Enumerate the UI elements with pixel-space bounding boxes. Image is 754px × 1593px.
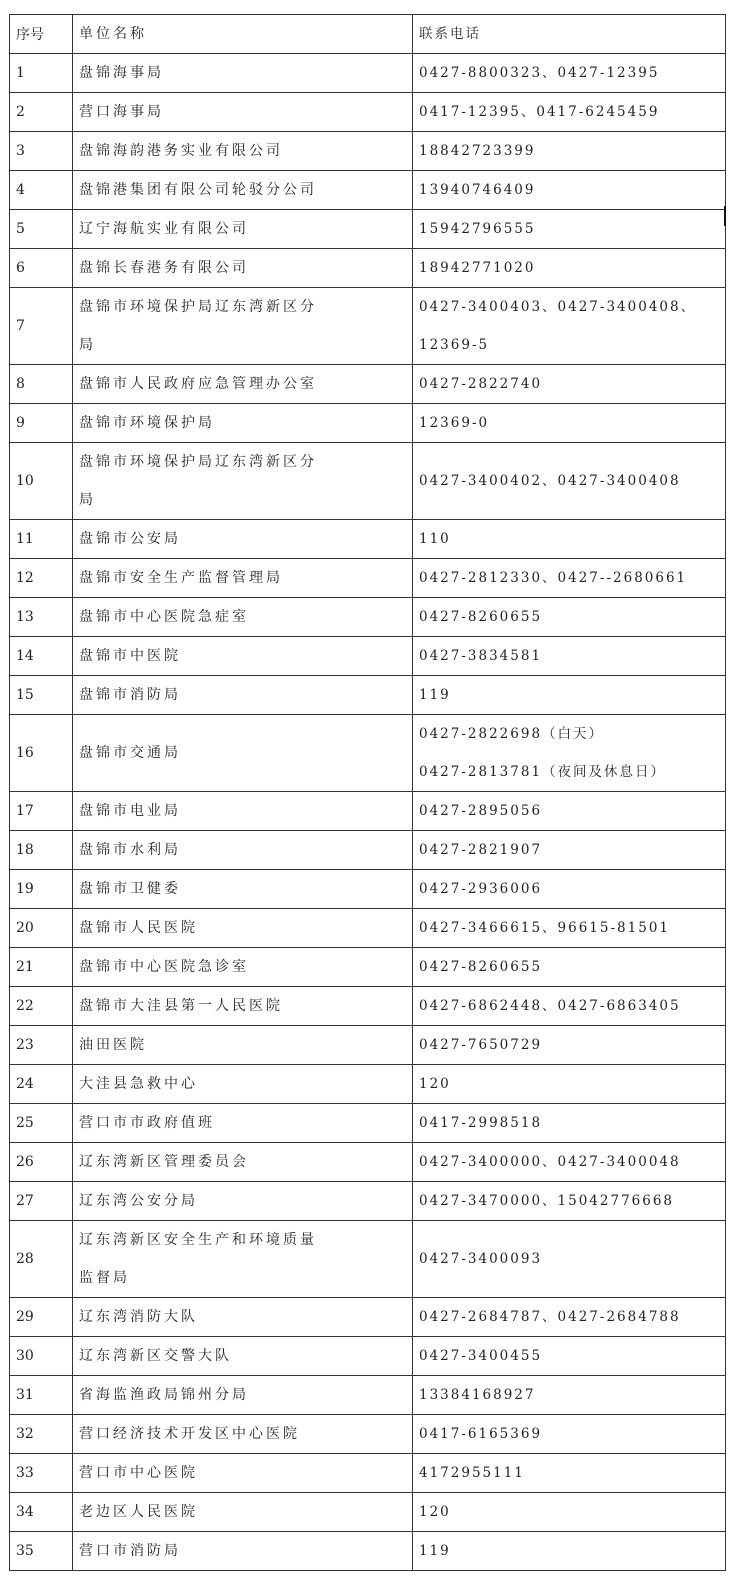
- unit-name-line: 老边区人民医院: [79, 1504, 198, 1520]
- phone-line: 0427-3400093: [419, 1251, 543, 1267]
- table-row: [10, 1337, 726, 1376]
- table-row: [10, 1493, 726, 1532]
- unit-name-cell: [73, 987, 413, 1026]
- phone-line: 0427-8260655: [419, 959, 543, 975]
- table-row: [10, 443, 726, 520]
- row-number: 5: [10, 210, 73, 249]
- phone-line: 13940746409: [419, 182, 536, 198]
- phone-line: 120: [419, 1076, 451, 1092]
- phone-cell: [413, 637, 726, 676]
- row-number: 8: [10, 365, 73, 404]
- row-number: 19: [10, 870, 73, 909]
- phone-cell: [413, 792, 726, 831]
- phone-cell: [413, 443, 726, 520]
- row-number: 28: [10, 1221, 73, 1298]
- row-number: 25: [10, 1104, 73, 1143]
- unit-name-cell: [73, 1104, 413, 1143]
- phone-cell: [413, 1143, 726, 1182]
- phone-cell: [413, 210, 726, 249]
- phone-line: 0427-3466615、96615-81501: [419, 920, 670, 936]
- unit-name-line: 盘锦市中心医院急症室: [79, 609, 249, 625]
- phone-cell: [413, 132, 726, 171]
- unit-name-line: 盘锦海事局: [79, 65, 164, 81]
- phone-line: 0417-12395、0417-6245459: [419, 104, 660, 120]
- row-number: 24: [10, 1065, 73, 1104]
- row-number: 11: [10, 520, 73, 559]
- table-row: [10, 1298, 726, 1337]
- unit-name-line: 辽东湾新区管理委员会: [79, 1154, 249, 1170]
- unit-name-line: 盘锦市交通局: [79, 745, 181, 761]
- row-number: 6: [10, 249, 73, 288]
- table-row: [10, 1143, 726, 1182]
- row-number: 12: [10, 559, 73, 598]
- table-row: [10, 365, 726, 404]
- unit-name-line: 监督局: [79, 1270, 130, 1286]
- contact-table-sheet: [9, 14, 726, 1571]
- unit-name-line: 营口市市政府值班: [79, 1115, 215, 1131]
- phone-cell: [413, 1182, 726, 1221]
- unit-name-cell: [73, 909, 413, 948]
- unit-name-cell: [73, 1376, 413, 1415]
- contact-table: [9, 14, 726, 1571]
- table-row: [10, 715, 726, 792]
- unit-name-cell: [73, 948, 413, 987]
- table-row: [10, 792, 726, 831]
- unit-name-line: 盘锦市环境保护局辽东湾新区分: [79, 454, 317, 470]
- phone-line: 0427-2813781（夜间及休息日）: [419, 764, 667, 780]
- unit-name-cell: [73, 365, 413, 404]
- table-row: [10, 559, 726, 598]
- unit-name-cell: [73, 676, 413, 715]
- phone-line: 0427-2812330、0427--2680661: [419, 570, 688, 586]
- row-number: 13: [10, 598, 73, 637]
- unit-name-line: 营口市消防局: [79, 1543, 181, 1559]
- phone-line: 0417-2998518: [419, 1115, 543, 1131]
- unit-name-cell: [73, 1026, 413, 1065]
- row-number: 14: [10, 637, 73, 676]
- unit-name-line: 盘锦市环境保护局辽东湾新区分: [79, 299, 317, 315]
- table-row: [10, 1376, 726, 1415]
- phone-cell: [413, 598, 726, 637]
- phone-line: 18942771020: [419, 260, 536, 276]
- table-row: [10, 1065, 726, 1104]
- unit-name-cell: [73, 93, 413, 132]
- phone-line: 0427-3400403、0427-3400408、: [419, 299, 697, 315]
- unit-name-line: 盘锦市人民医院: [79, 920, 198, 936]
- table-row: [10, 987, 726, 1026]
- unit-name-line: 盘锦市水利局: [79, 842, 181, 858]
- unit-name-line: 辽东湾消防大队: [79, 1309, 198, 1325]
- phone-line: 110: [419, 531, 451, 547]
- phone-line: 0427-3400000、0427-3400048: [419, 1154, 681, 1170]
- unit-name-cell: [73, 1143, 413, 1182]
- phone-line: 119: [419, 687, 451, 703]
- row-number: 2: [10, 93, 73, 132]
- phone-cell: [413, 54, 726, 93]
- row-number: 10: [10, 443, 73, 520]
- unit-name-cell: [73, 1298, 413, 1337]
- phone-line: 119: [419, 1543, 451, 1559]
- table-row: [10, 210, 726, 249]
- phone-cell: [413, 1493, 726, 1532]
- phone-cell: [413, 987, 726, 1026]
- phone-line: 0427-2684787、0427-2684788: [419, 1309, 681, 1325]
- row-number: 34: [10, 1493, 73, 1532]
- row-number: 15: [10, 676, 73, 715]
- table-row: [10, 249, 726, 288]
- unit-name-cell: [73, 559, 413, 598]
- phone-cell: [413, 559, 726, 598]
- text-cursor: [724, 206, 726, 226]
- row-number: 35: [10, 1532, 73, 1571]
- phone-line: 0427-6862448、0427-6863405: [419, 998, 681, 1014]
- phone-line: 0427-2822740: [419, 376, 543, 392]
- table-row: [10, 54, 726, 93]
- row-number: 31: [10, 1376, 73, 1415]
- phone-cell: [413, 715, 726, 792]
- row-number: 33: [10, 1454, 73, 1493]
- unit-name-line: 盘锦市安全生产监督管理局: [79, 570, 283, 586]
- row-number: 26: [10, 1143, 73, 1182]
- phone-line: 0427-3400402、0427-3400408: [419, 473, 681, 489]
- phone-cell: [413, 676, 726, 715]
- phone-cell: [413, 288, 726, 365]
- phone-line: 15942796555: [419, 221, 536, 237]
- unit-name-line: 盘锦市公安局: [79, 531, 181, 547]
- table-row: [10, 1415, 726, 1454]
- table-row: [10, 637, 726, 676]
- table-header-row: [10, 15, 726, 54]
- phone-cell: [413, 1065, 726, 1104]
- table-row: [10, 598, 726, 637]
- unit-name-line: 盘锦市人民政府应急管理办公室: [79, 376, 317, 392]
- phone-line: 0417-6165369: [419, 1426, 543, 1442]
- unit-name-line: 辽东湾公安分局: [79, 1193, 198, 1209]
- unit-name-line: 盘锦市电业局: [79, 803, 181, 819]
- table-row: [10, 404, 726, 443]
- phone-line: 0427-2821907: [419, 842, 543, 858]
- row-number: 17: [10, 792, 73, 831]
- phone-line: 0427-3470000、15042776668: [419, 1193, 675, 1209]
- unit-name-cell: [73, 54, 413, 93]
- unit-name-cell: [73, 1221, 413, 1298]
- unit-name-cell: [73, 831, 413, 870]
- unit-name-cell: [73, 443, 413, 520]
- phone-cell: [413, 1532, 726, 1571]
- unit-name-line: 盘锦市大洼县第一人民医院: [79, 998, 283, 1014]
- table-row: [10, 520, 726, 559]
- header-phone: 联系电话: [413, 15, 726, 54]
- unit-name-line: 辽宁海航实业有限公司: [79, 221, 249, 237]
- table-row: [10, 676, 726, 715]
- table-row: [10, 948, 726, 987]
- table-row: [10, 171, 726, 210]
- unit-name-line: 盘锦市环境保护局: [79, 415, 215, 431]
- phone-line: 13384168927: [419, 1387, 536, 1403]
- row-number: 9: [10, 404, 73, 443]
- table-row: [10, 909, 726, 948]
- table-row: [10, 132, 726, 171]
- phone-cell: [413, 1298, 726, 1337]
- unit-name-line: 辽东湾新区交警大队: [79, 1348, 232, 1364]
- unit-name-line: 盘锦市消防局: [79, 687, 181, 703]
- row-number: 1: [10, 54, 73, 93]
- header-name: 单位名称: [73, 15, 413, 54]
- phone-cell: [413, 909, 726, 948]
- phone-cell: [413, 1221, 726, 1298]
- unit-name-cell: [73, 520, 413, 559]
- phone-cell: [413, 520, 726, 559]
- unit-name-line: 油田医院: [79, 1037, 147, 1053]
- phone-line: 12369-5: [419, 337, 490, 353]
- phone-line: 0427-2936006: [419, 881, 543, 897]
- row-number: 23: [10, 1026, 73, 1065]
- unit-name-line: 营口经济技术开发区中心医院: [79, 1426, 300, 1442]
- unit-name-line: 大洼县急救中心: [79, 1076, 198, 1092]
- row-number: 21: [10, 948, 73, 987]
- table-row: [10, 1532, 726, 1571]
- unit-name-line: 局: [79, 337, 96, 353]
- unit-name-cell: [73, 249, 413, 288]
- table-row: [10, 1026, 726, 1065]
- unit-name-cell: [73, 132, 413, 171]
- unit-name-line: 辽东湾新区安全生产和环境质量: [79, 1232, 317, 1248]
- unit-name-cell: [73, 870, 413, 909]
- phone-cell: [413, 93, 726, 132]
- unit-name-cell: [73, 1182, 413, 1221]
- header-no: 序号: [10, 15, 73, 54]
- phone-cell: [413, 1376, 726, 1415]
- unit-name-cell: [73, 1337, 413, 1376]
- phone-line: 120: [419, 1504, 451, 1520]
- phone-line: 12369-0: [419, 415, 490, 431]
- unit-name-line: 盘锦市中医院: [79, 648, 181, 664]
- phone-cell: [413, 1337, 726, 1376]
- unit-name-cell: [73, 715, 413, 792]
- row-number: 30: [10, 1337, 73, 1376]
- unit-name-line: 盘锦市中心医院急诊室: [79, 959, 249, 975]
- unit-name-cell: [73, 792, 413, 831]
- phone-line: 0427-8260655: [419, 609, 543, 625]
- unit-name-cell: [73, 1532, 413, 1571]
- phone-line: 4172955111: [419, 1465, 525, 1481]
- phone-cell: [413, 1104, 726, 1143]
- row-number: 22: [10, 987, 73, 1026]
- phone-cell: [413, 948, 726, 987]
- phone-line: 0427-7650729: [419, 1037, 543, 1053]
- row-number: 20: [10, 909, 73, 948]
- table-row: [10, 1104, 726, 1143]
- row-number: 3: [10, 132, 73, 171]
- unit-name-line: 盘锦港集团有限公司轮驳分公司: [79, 182, 317, 198]
- phone-cell: [413, 831, 726, 870]
- row-number: 7: [10, 288, 73, 365]
- phone-line: 0427-3834581: [419, 648, 543, 664]
- phone-line: 0427-3400455: [419, 1348, 543, 1364]
- unit-name-cell: [73, 1493, 413, 1532]
- row-number: 18: [10, 831, 73, 870]
- phone-line: 18842723399: [419, 143, 536, 159]
- table-row: [10, 93, 726, 132]
- row-number: 16: [10, 715, 73, 792]
- table-row: [10, 1454, 726, 1493]
- phone-line: 0427-2895056: [419, 803, 543, 819]
- phone-cell: [413, 404, 726, 443]
- unit-name-cell: [73, 1415, 413, 1454]
- unit-name-line: 盘锦长春港务有限公司: [79, 260, 249, 276]
- phone-cell: [413, 249, 726, 288]
- unit-name-cell: [73, 1454, 413, 1493]
- unit-name-cell: [73, 1065, 413, 1104]
- unit-name-line: 局: [79, 492, 96, 508]
- unit-name-line: 盘锦市卫健委: [79, 881, 181, 897]
- phone-cell: [413, 870, 726, 909]
- table-row: [10, 1182, 726, 1221]
- phone-cell: [413, 365, 726, 404]
- unit-name-line: 营口市中心医院: [79, 1465, 198, 1481]
- unit-name-cell: [73, 598, 413, 637]
- phone-line: 0427-8800323、0427-12395: [419, 65, 660, 81]
- table-row: [10, 288, 726, 365]
- phone-cell: [413, 1026, 726, 1065]
- phone-cell: [413, 1415, 726, 1454]
- row-number: 29: [10, 1298, 73, 1337]
- row-number: 27: [10, 1182, 73, 1221]
- unit-name-line: 营口海事局: [79, 104, 164, 120]
- unit-name-line: 盘锦海韵港务实业有限公司: [79, 143, 283, 159]
- phone-cell: [413, 171, 726, 210]
- table-row: [10, 831, 726, 870]
- unit-name-cell: [73, 288, 413, 365]
- unit-name-cell: [73, 210, 413, 249]
- table-row: [10, 1221, 726, 1298]
- contact-table-body: [10, 15, 726, 1571]
- unit-name-cell: [73, 637, 413, 676]
- row-number: 32: [10, 1415, 73, 1454]
- unit-name-cell: [73, 171, 413, 210]
- unit-name-cell: [73, 404, 413, 443]
- table-row: [10, 870, 726, 909]
- phone-line: 0427-2822698（白天）: [419, 726, 605, 742]
- unit-name-line: 省海监渔政局锦州分局: [79, 1387, 249, 1403]
- row-number: 4: [10, 171, 73, 210]
- phone-cell: [413, 1454, 726, 1493]
